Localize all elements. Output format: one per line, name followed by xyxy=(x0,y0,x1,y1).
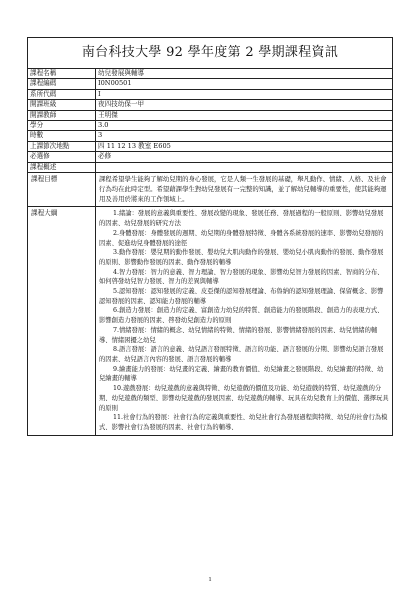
field-label: 課程概述 xyxy=(28,162,96,172)
field-label: 課程編碼 xyxy=(28,79,96,89)
outline-item: 7.情緒發展：情緒的概念、幼兒情緒的特徵、情緒的發展、影響情緒發展的因素、幼兒情緒的輔導、情緒困擾之幼兒 xyxy=(99,326,378,344)
outline-item: 9.繪畫能力的發展：幼兒畫的定義、繪畫的教育價值、幼兒繪畫之發展階段、幼兒繪畫的特徵、幼兒繪畫的輔導 xyxy=(99,365,384,383)
field-value: 幼兒發展與輔導 xyxy=(96,69,393,79)
outline-item: 4.智力發展：智力的意義、智力理論、智力發展的現象、影響幼兒智力發展的因素、智商的分布、如何啓發幼兒智力發展、智力的差異與輔導 xyxy=(99,268,384,286)
field-label: 開課班級 xyxy=(28,100,96,110)
course-info-table xyxy=(27,37,393,436)
page-title: 南台科技大學 92 學年度第 2 學期課程資訊 xyxy=(28,38,393,69)
row-class xyxy=(28,100,393,110)
row-goal xyxy=(28,173,393,207)
row-required xyxy=(28,152,393,162)
outline-item: 8.語言發展：語言的意義、幼兒語言發展特徵、語言的功能、語言發展的分期、影響幼兒語言發展的因素、幼兒語言內容的發展、語言發展的輔導 xyxy=(99,346,384,363)
field-value: I0N00501 xyxy=(96,79,393,89)
field-value: 必修 xyxy=(96,152,393,162)
field-value: I xyxy=(96,89,393,99)
field-label: 課程大綱 xyxy=(28,207,96,435)
field-label: 開課教師 xyxy=(28,110,96,120)
row-course-name xyxy=(28,69,393,79)
row-hours xyxy=(28,131,393,141)
field-label: 課程目標 xyxy=(28,173,96,207)
row-credits xyxy=(28,121,393,131)
row-overview xyxy=(28,162,393,172)
title-row xyxy=(28,38,393,69)
page-number: 1 xyxy=(208,576,212,583)
row-course-code xyxy=(28,79,393,89)
field-label: 系所代碼 xyxy=(28,89,96,99)
outline-item: 1.緒論：發展的意義與重要性、發展改變的現象、發展任務、發展過程的一般原則、影響幼兒發展的因素、幼兒發展的研究方法 xyxy=(99,210,384,228)
row-teacher xyxy=(28,110,393,120)
field-label: 必選修 xyxy=(28,152,96,162)
goal-text: 課程希望學生能夠了解幼兒期的身心發展，它是人類一生發展的基礎，舉凡動作、情緒、人格、及社會行為均在此時定型。希望藉課學生對幼兒發展有一完整的知識，並了解幼兒輔導的重要性，使其能夠運用及善用於將來的工作領域上。 xyxy=(99,175,387,203)
outline-item: 10.遊戲發展：幼兒遊戲的意義與特徵、幼兒遊戲的價值及功能、幼兒遊戲的特質、幼兒遊戲的分期、幼兒遊戲的類型、影響幼兒遊戲的發展因素、幼兒遊戲的輔導、玩具在幼兒教育上的價值、選擇玩具的原則 xyxy=(99,385,389,412)
outline-item: 6.創造力發展：創造力的定義、富創造力幼兒的特質、創造能力的發展階段、創造力的表現方式、影響創造力發展的因素、啓發幼兒創造力的原則 xyxy=(99,307,384,325)
field-label: 課程名稱 xyxy=(28,69,96,79)
field-value: 3.0 xyxy=(96,121,393,131)
field-value: 四 11 12 13 教室 E605 xyxy=(96,141,393,151)
row-dept-code xyxy=(28,89,393,99)
field-value: 夜四技幼保一甲 xyxy=(96,100,393,110)
outline-cell xyxy=(96,207,393,435)
outline-item: 5.認知發展：認知發展的定義、皮亞傑的認知發展理論、布魯納的認知發展理論、保留概念、影響認知發展的因素、認知能力發展的輔導 xyxy=(99,288,384,305)
outline-item: 3.動作發展：嬰兒期的動作發展、嬰幼兒大肌肉動作的發展、嬰幼兒小肌肉動作的發展、動作發展的原則、影響動作發展的因素、動作發展的輔導 xyxy=(99,249,384,266)
outline-item: 2.身體發展：身體發展的週期、幼兒期的身體發展特徵、身體各系統發展的速率、影響幼兒發展的因素、促進幼兒身體發展的途徑 xyxy=(99,229,384,247)
field-label: 上課節次地點 xyxy=(28,141,96,151)
row-schedule xyxy=(28,141,393,151)
outline-item: 11.社會行為的發展：社會行為的定義與重要性、幼兒社會行為發展過程與特徵、幼兒的社會行為模式、影響社會行為發展的因素、社會行為的輔導、 xyxy=(99,414,388,431)
field-label: 學分 xyxy=(28,121,96,131)
field-value: 王明傑 xyxy=(96,110,393,120)
goal-cell xyxy=(96,173,393,207)
field-value xyxy=(96,162,393,172)
field-value: 3 xyxy=(96,131,393,141)
row-outline xyxy=(28,207,393,435)
field-label: 時數 xyxy=(28,131,96,141)
